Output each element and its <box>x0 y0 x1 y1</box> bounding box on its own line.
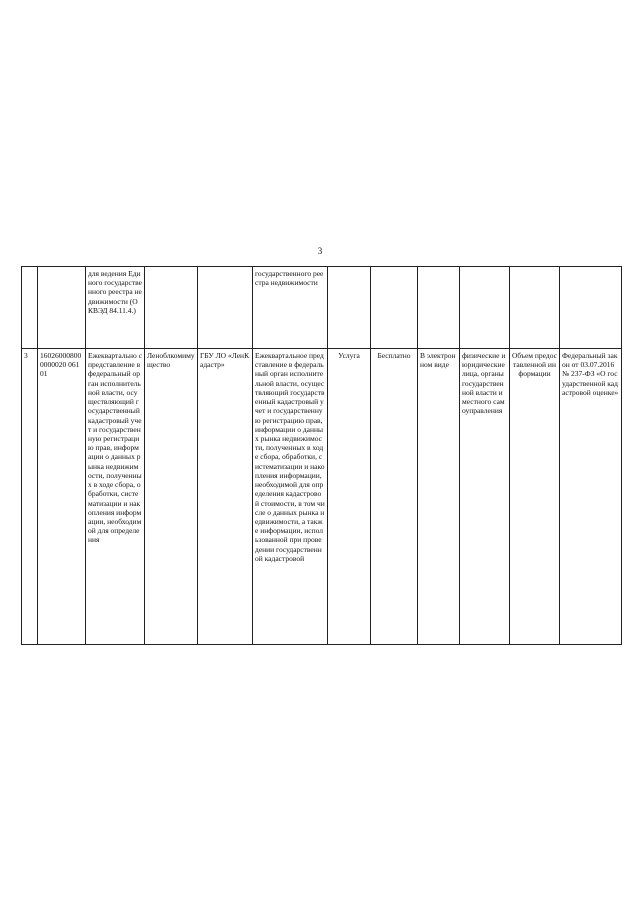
row-number: 3 <box>22 349 38 645</box>
row-basis: Федеральный закон от 03.07.2016 № 237-ФЗ «О государственной кадастровой оценке» <box>560 349 622 645</box>
row-payment: Бесплатно <box>371 349 418 645</box>
registry-table <box>21 266 622 645</box>
cell-type <box>328 267 371 349</box>
cell-description: государственного реестра недвижимости <box>253 267 328 349</box>
row-type: Услуга <box>328 349 371 645</box>
cell-recipients <box>460 267 510 349</box>
row-indicator: Объем предоставленной информации <box>510 349 560 645</box>
row-owner: Леноблкомимущество <box>145 349 198 645</box>
table-row <box>22 349 622 645</box>
row-name: Ежеквартально с представление в федеральный орган исполнительной власти, осуществляющий государственный кадастровый учет и государственную регистрацию прав, информации о данных рынка недвижимости, полученных в ходе сбора, обработки, систематизации и накопления информации, необходимой для определения <box>86 349 145 645</box>
page-number: 3 <box>317 246 323 256</box>
cell-number <box>22 267 38 349</box>
cell-code <box>38 267 86 349</box>
cell-form <box>418 267 460 349</box>
row-provider: ГБУ ЛО «ЛенКадастр» <box>198 349 253 645</box>
table-row-continuation <box>22 267 622 349</box>
row-description: Ежеквартальное представление в федеральный орган исполнительной власти, осуществляющий государственный кадастровый учет и государственную регистрацию прав, информации о данных рынка недвижимости, полученных в ходе сбора, обработки, систематизации и накопления информации, необходимой для определения кадастровой стоимости, в том числе о данных рынка недвижимости, а также информации, использованной при проведении государственной кадастровой <box>253 349 328 645</box>
row-form: В электронном виде <box>418 349 460 645</box>
cell-payment <box>371 267 418 349</box>
row-code: 160260008000000020 06101 <box>38 349 86 645</box>
cell-owner <box>145 267 198 349</box>
cell-provider <box>198 267 253 349</box>
cell-indicator <box>510 267 560 349</box>
cell-name: для ведения Единого государственного реестра недвижимости (ОКВЭД 84.11.4.) <box>86 267 145 349</box>
cell-basis <box>560 267 622 349</box>
row-recipients: физические и юридические лица, органы государственной власти и местного самоуправления <box>460 349 510 645</box>
